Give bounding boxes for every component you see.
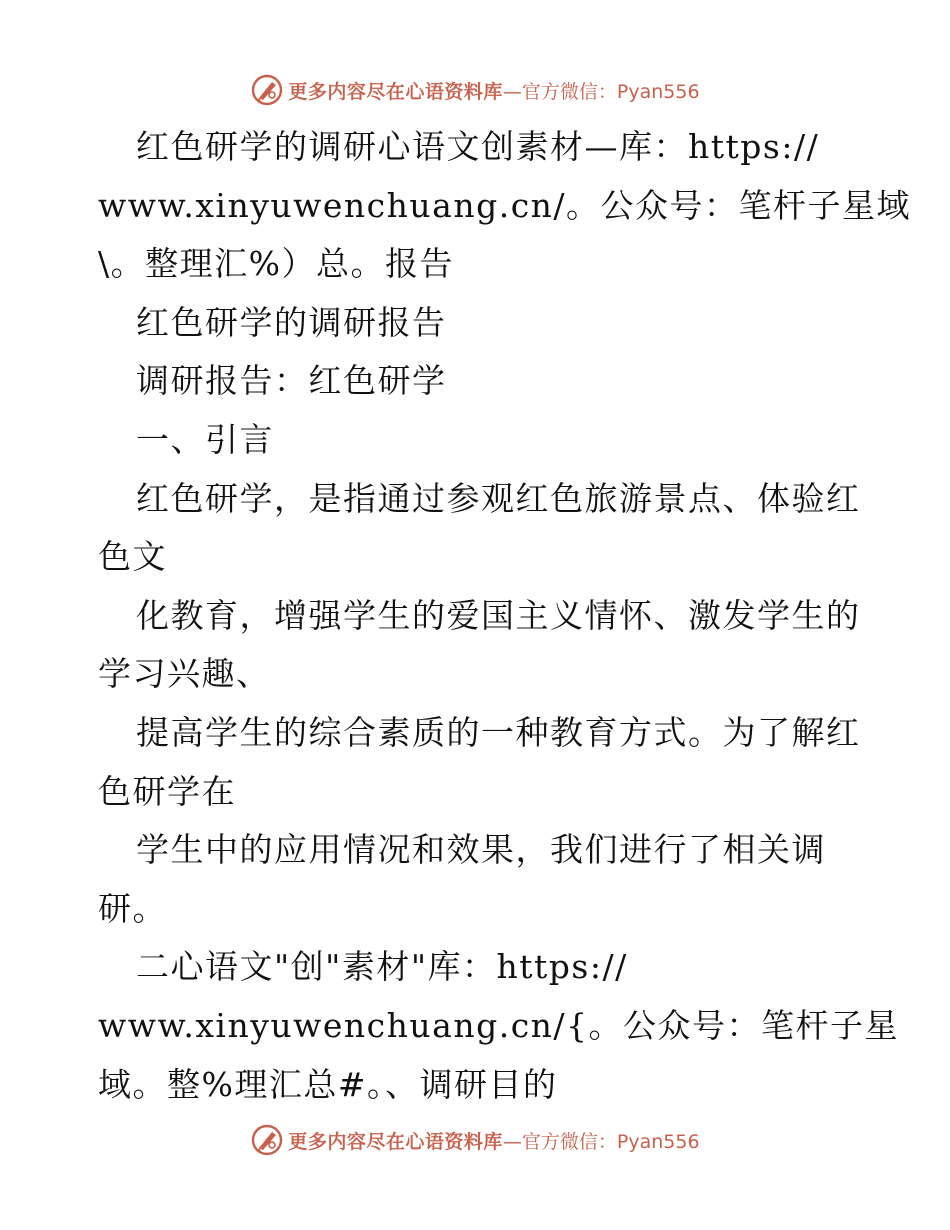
document-body [98, 118, 912, 1114]
banner-wechat: —官方微信：Pyan556 [502, 80, 700, 103]
text-line: www.xinyuwenchuang.cn/{。公众号：笔杆子星 [98, 1005, 900, 1045]
report-subtitle: 调研报告：红色研学 [136, 361, 447, 401]
header-banner [0, 70, 950, 110]
text-line: www.xinyuwenchuang.cn/。公众号：笔杆子星域 [98, 185, 912, 225]
text-line: 红色研学的调研心语文创素材—库：https:// [136, 127, 820, 166]
text-line: 学习兴趣、 [98, 654, 271, 694]
banner-title: 更多内容尽在心语资料库 [288, 80, 503, 103]
text-line: 色研学在 [98, 771, 236, 811]
pen-seal-icon [250, 1123, 284, 1157]
banner-title: 更多内容尽在心语资料库 [288, 1130, 503, 1153]
report-title: 红色研学的调研报告 [136, 302, 447, 342]
section-heading: 一、引言 [136, 419, 274, 459]
text-line: 域。整%理汇总#。、调研目的 [98, 1064, 558, 1104]
text-line: 提高学生的综合素质的一种教育方式。为了解红 [136, 712, 861, 752]
text-line: 红色研学，是指通过参观红色旅游景点、体验红 [136, 478, 861, 518]
pen-seal-icon [250, 73, 284, 107]
text-line: 化教育，增强学生的爱国主义情怀、激发学生的 [136, 595, 861, 635]
text-line: \。整理汇%）总。报告 [98, 244, 454, 284]
footer-banner [0, 1120, 950, 1160]
text-line: 研。 [98, 888, 167, 928]
banner-wechat: —官方微信：Pyan556 [502, 1130, 700, 1153]
text-line: 色文 [98, 537, 167, 577]
text-line: 二心语文"创"素材"库：https:// [136, 947, 628, 987]
text-line: 学生中的应用情况和效果，我们进行了相关调 [136, 830, 826, 870]
